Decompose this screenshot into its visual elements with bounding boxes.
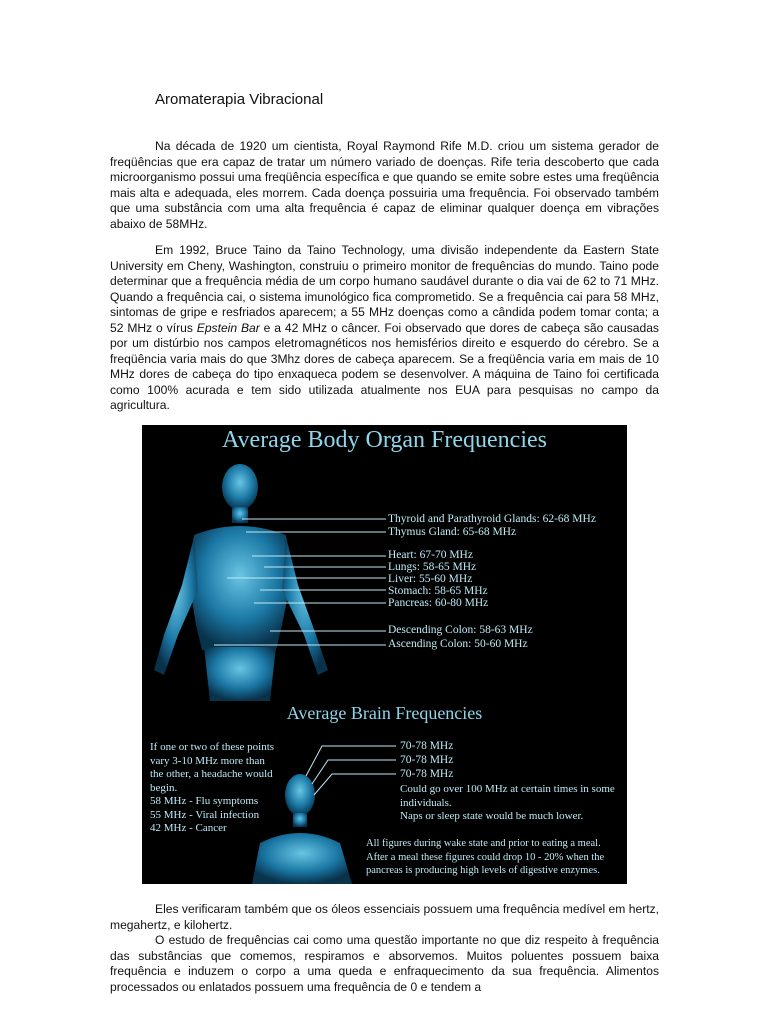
- paragraph-4: O estudo de frequências cai como uma questão importante no que diz respeito à frequência das substâncias que comemos, respiramos e absorvemos. Muitos poluentes possuem baixa frequência e induzem o corpo a uma queda e enfraquecimento da sua frequência. Alimentos processados ou enlatados possuem uma frequência de 0 e tendem a: [110, 933, 659, 994]
- headache-note: [150, 741, 300, 836]
- organ-label: Pancreas: 60-80 MHz: [388, 597, 489, 609]
- organ-label: Liver: 55-60 MHz: [388, 573, 473, 585]
- note-line: Naps or sleep state would be much lower.: [400, 810, 584, 822]
- note-line: 58 MHz - Flu symptoms: [150, 795, 259, 807]
- figure-title: Average Body Organ Frequencies: [221, 427, 547, 453]
- meal-note: [366, 837, 624, 878]
- note-line: 42 MHz - Cancer: [150, 822, 227, 834]
- brain-value-label: 70-78 MHz: [400, 754, 454, 766]
- note-line: individuals.: [400, 796, 452, 809]
- note-line: vary 3-10 MHz more than: [150, 754, 265, 767]
- note-line: 55 MHz - Viral infection: [150, 808, 260, 821]
- brain-pointer-lines: [306, 746, 396, 795]
- note-line: begin.: [150, 781, 178, 794]
- brain-value-label: 70-78 MHz: [400, 768, 454, 780]
- organ-label: Stomach: 58-65 MHz: [388, 585, 488, 597]
- organ-label: Thyroid and Parathyroid Glands: 62-68 MHz: [388, 513, 596, 525]
- paragraph-2: [110, 243, 659, 414]
- note-line: If one or two of these points: [150, 741, 275, 753]
- body-silhouette: [154, 464, 328, 701]
- brain-frequencies-title: Average Brain Frequencies: [286, 703, 483, 723]
- note-line: After a meal these figures could drop 10 - 20% when the: [366, 851, 605, 863]
- note-line: the other, a headache would: [150, 768, 273, 780]
- paragraph-3: Eles verificaram também que os óleos essenciais possuem uma frequência medível em hertz, megahertz, e kilohertz.: [110, 902, 659, 932]
- organ-frequencies-figure: [142, 425, 627, 884]
- organ-label: Lungs: 58-65 MHz: [388, 561, 477, 573]
- paragraph-2-part-a: Em 1992, Bruce Taino da Taino Technology, uma divisão independente da Eastern State University em Cheny, Washington, construiu o primeiro monitor de frequências do mundo. Taino pode determinar que a frequência média de um corpo humano saudável durante o dia vai de 62 to 71 MHz. Quando a frequência cai, o sistema imunológico fica comprometido. Se a frequência cai para 58 MHz, sintomas de gripe e resfriados aparecem; a 55 MHz doenças como a cândida podem tomar conta; a 52 MHz o vírus: [110, 243, 659, 335]
- note-line: pancreas is producing high levels of digestive enzymes.: [366, 865, 600, 876]
- note-line: Could go over 100 MHz at certain times in some: [400, 783, 615, 795]
- organ-label: Heart: 67-70 MHz: [388, 549, 473, 561]
- paragraph-2-part-b: e a 42 MHz o câncer. Foi observado que dores de cabeça são causadas por um distúrbio nos campos eletromagnéticos nos hemisférios direito e esquerdo do cérebro. Se a freqüência varia mais do que 3Mhz dores de cabeça aparecem. Se a freqüência varia em mais de 10 MHz dores de cabeça do tipo enxaqueca podem se desenvolver. A máquina de Taino foi certificada como 100% acurada e tem sido utilizada atualmente nos EUA para pesquisas no campo da agricultura.: [110, 320, 659, 412]
- brain-note: [400, 783, 625, 824]
- brain-value-label: 70-78 MHz: [400, 740, 454, 752]
- organ-label: Descending Colon: 58-63 MHz: [388, 624, 533, 636]
- organ-label: Thymus Gland: 65-68 MHz: [388, 526, 517, 538]
- document-title: Aromaterapia Vibracional: [155, 91, 324, 108]
- organ-label: Ascending Colon: 50-60 MHz: [388, 638, 528, 650]
- note-line: All figures during wake state and prior to eating a meal.: [366, 838, 601, 849]
- paragraph-1: Na década de 1920 um cientista, Royal Raymond Rife M.D. criou um sistema gerador de freqüências que era capaz de tratar um número variado de doenças. Rife teria descoberto que cada microorganismo possui uma freqüência específica e que quando se emite sobre estes uma freqüência mais alta e adequada, eles morrem. Cada doença possuiria uma frequência. Foi observado também que uma substância com uma alta frequência é capaz de eliminar qualquer doença em vibrações abaixo de 58MHz.: [110, 139, 659, 231]
- paragraph-2-italic: Epstein Bar: [196, 320, 260, 335]
